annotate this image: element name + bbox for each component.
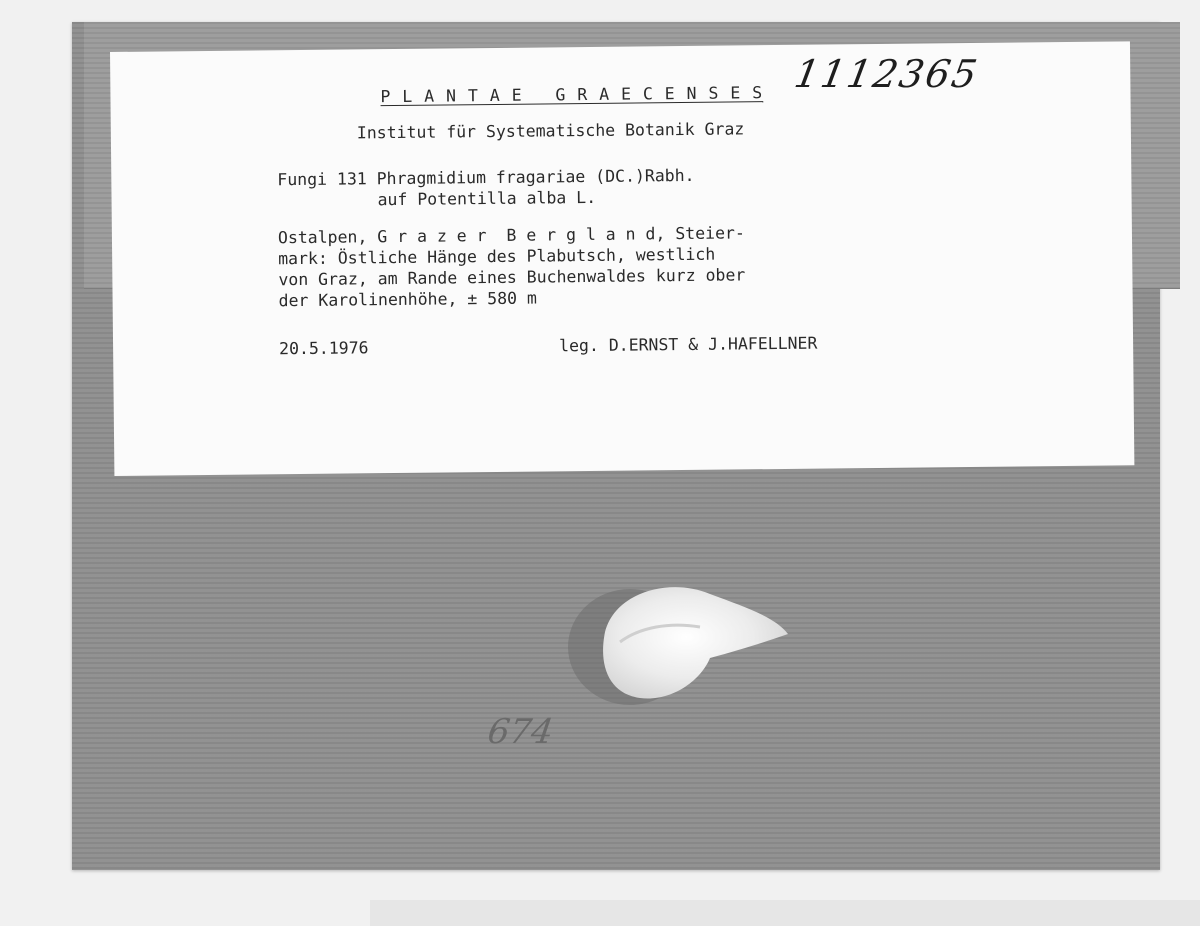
collectors: leg. D.ERNST & J.HAFELLNER xyxy=(559,333,818,356)
pencil-note: 674 xyxy=(485,712,556,752)
specimen-sample xyxy=(560,572,820,722)
label-header: P L A N T A E G R A E C E N S E S xyxy=(380,83,764,107)
taxon-line-1: Fungi 131 Phragmidium fragariae (DC.)Rabh. xyxy=(277,165,695,190)
locality-line-2: mark: Östliche Hänge des Plabutsch, westlich xyxy=(278,244,716,269)
locality-line-3: von Graz, am Rande eines Buchenwaldes kurz ober xyxy=(278,265,746,290)
locality-line-1: Ostalpen, G r a z e r B e r g l a n d, Steier- xyxy=(277,223,745,248)
locality-line-4: der Karolinenhöhe, ± 580 m xyxy=(278,288,537,311)
catalog-number: 1112365 xyxy=(791,52,983,96)
background-paper-strip xyxy=(370,900,1200,926)
collection-date: 20.5.1976 xyxy=(279,338,369,359)
herbarium-label xyxy=(110,41,1134,476)
taxon-line-2: auf Potentilla alba L. xyxy=(377,187,597,210)
label-institute: Institut für Systematische Botanik Graz xyxy=(356,119,745,143)
